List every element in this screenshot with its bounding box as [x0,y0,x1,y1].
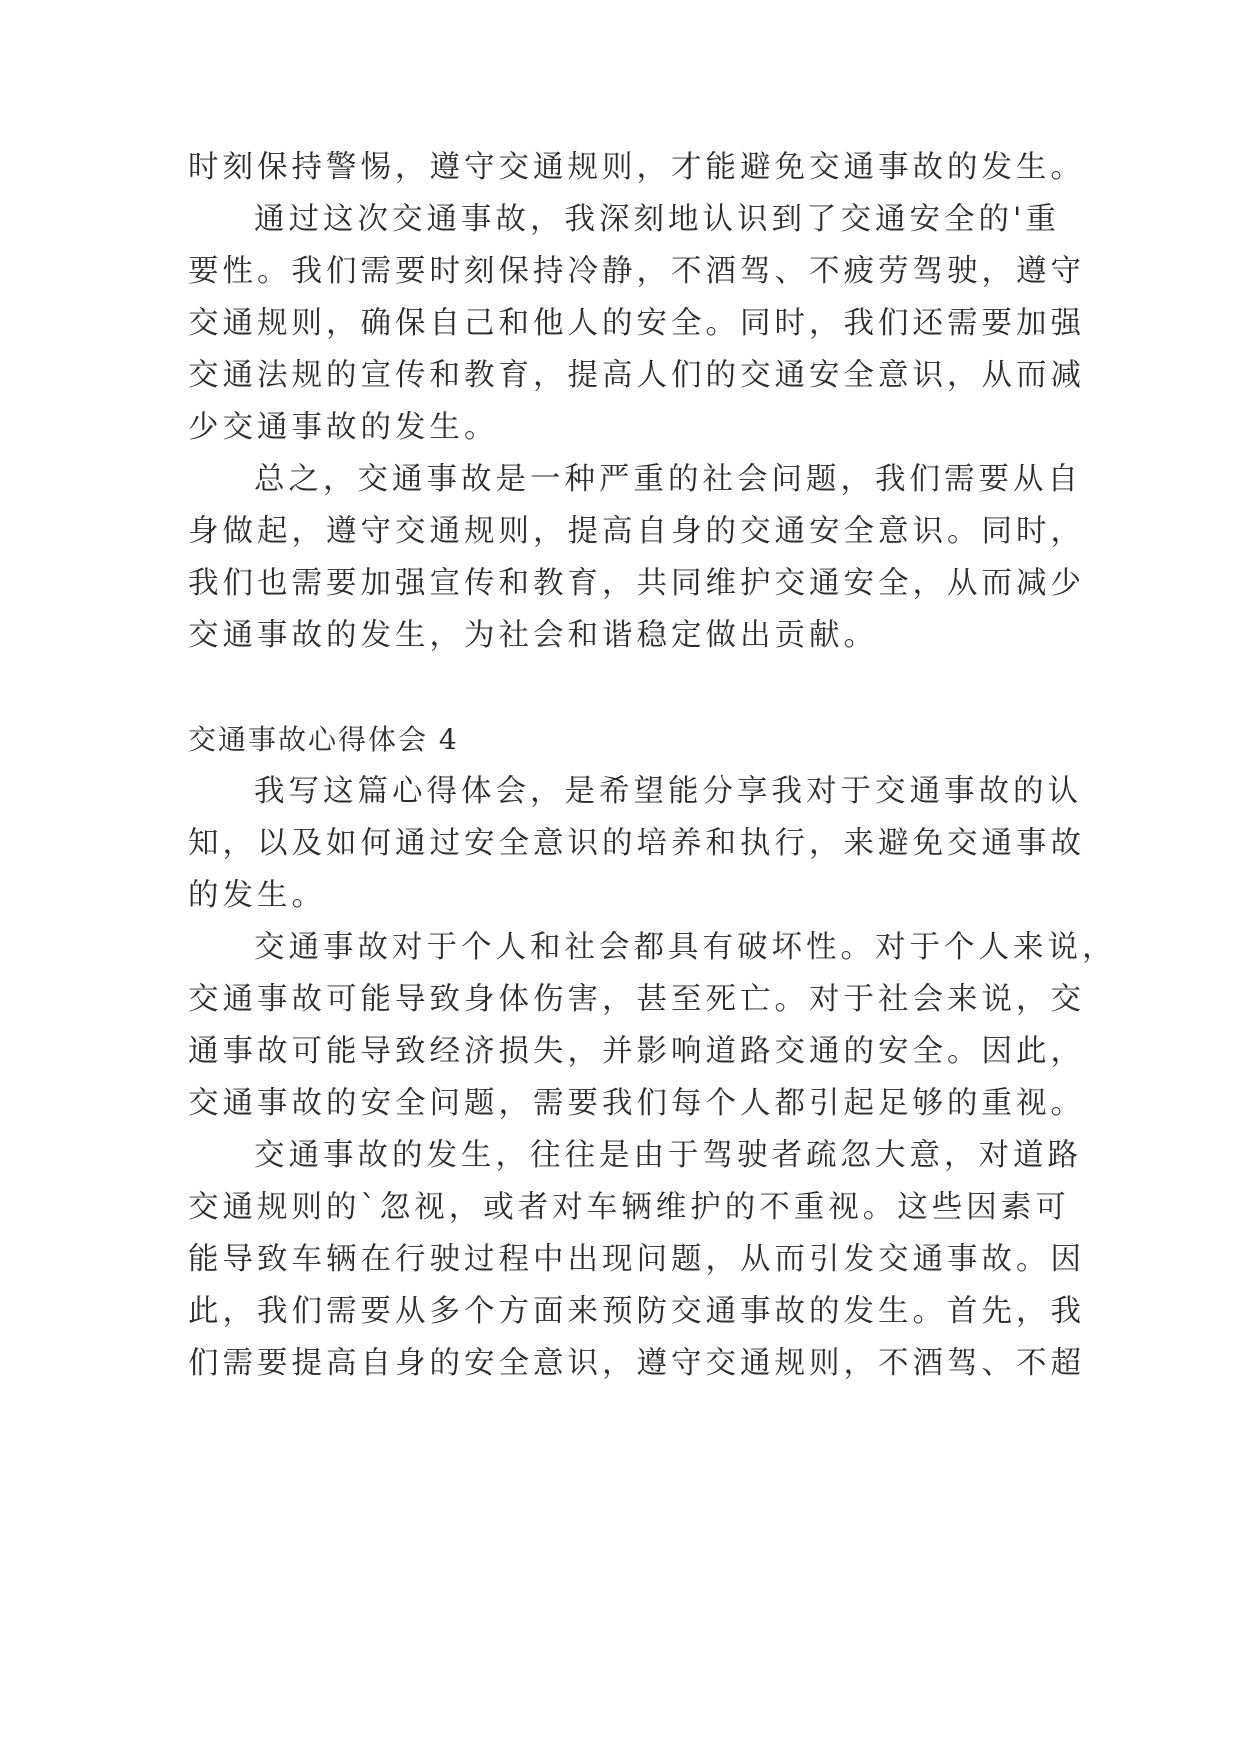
text-line: 交通事故的安全问题，需要我们每个人都引起足够的重视。 [188,1086,1085,1121]
text-line: 此，我们需要从多个方面来预防交通事故的发生。首先，我 [188,1294,1085,1329]
text-line: 交通规则，确保自己和他人的安全。同时，我们还需要加强 [188,306,1085,341]
text-line: 交通法规的宣传和教育，提高人们的交通安全意识，从而减 [188,358,1085,393]
text-line: 通过这次交通事故，我深刻地认识到了交通安全的'重 [254,202,1060,237]
text-line: 少交通事故的发生。 [188,410,499,445]
text-line: 交通事故对于个人和社会都具有破坏性。对于个人来说， [254,930,1117,965]
text-line: 的发生。 [188,878,326,913]
text-line: 我写这篇心得体会，是希望能分享我对于交通事故的认 [254,774,1082,809]
text-line: 交通事故的发生，往往是由于驾驶者疏忽大意，对道路 [254,1138,1082,1173]
text-line: 要性。我们需要时刻保持冷静，不酒驾、不疲劳驾驶，遵守 [188,254,1085,289]
text-line: 交通规则的`忽视，或者对车辆维护的不重视。这些因素可 [188,1190,1070,1225]
text-line: 知，以及如何通过安全意识的培养和执行，来避免交通事故 [188,826,1085,861]
text-line: 时刻保持警惕，遵守交通规则，才能避免交通事故的发生。 [188,150,1085,185]
text-line: 能导致车辆在行驶过程中出现问题，从而引发交通事故。因 [188,1242,1085,1277]
text-line: 交通事故的发生，为社会和谐稳定做出贡献。 [188,618,878,653]
text-line: 我们也需要加强宣传和教育，共同维护交通安全，从而减少 [188,566,1085,601]
section-heading: 交通事故心得体会 4 [188,723,459,756]
text-line: 交通事故可能导致身体伤害，甚至死亡。对于社会来说，交 [188,982,1085,1017]
text-line: 总之，交通事故是一种严重的社会问题，我们需要从自 [254,462,1082,497]
text-line: 们需要提高自身的安全意识，遵守交通规则，不酒驾、不超 [188,1346,1085,1381]
text-line: 通事故可能导致经济损失，并影响道路交通的安全。因此， [188,1034,1085,1069]
text-line: 身做起，遵守交通规则，提高自身的交通安全意识。同时， [188,514,1085,549]
